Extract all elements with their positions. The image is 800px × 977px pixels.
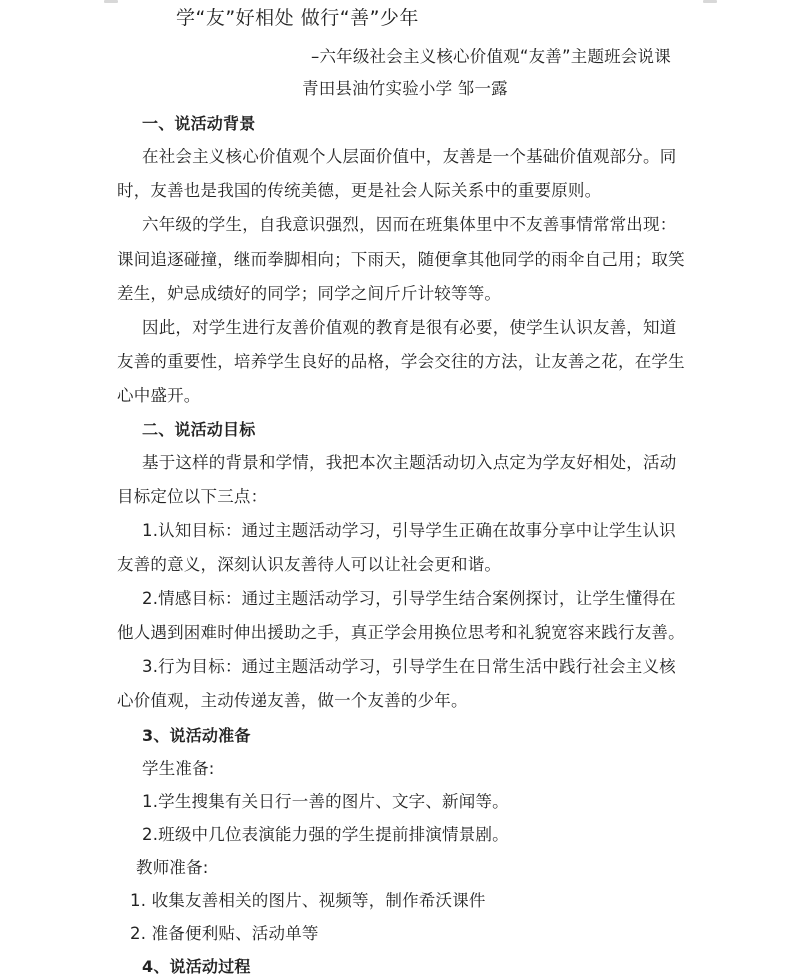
prep-line: 1. 收集友善相关的图片、视频等，制作希沃课件 bbox=[130, 891, 486, 910]
prep-line: 1.学生搜集有关日行一善的图片、文字、新闻等。 bbox=[142, 792, 509, 811]
page-top-mark-right bbox=[703, 0, 717, 3]
paragraph-line: 在社会主义核心价值观个人层面价值中，友善是一个基础价值观部分。同 bbox=[142, 147, 677, 166]
goal-line: 友善的意义，深刻认识友善待人可以让社会更和谐。 bbox=[117, 555, 502, 574]
paragraph-line: 六年级的学生，自我意识强烈，因而在班集体里中不友善事情常常出现： bbox=[142, 215, 677, 234]
goal-line: 心价值观，主动传递友善，做一个友善的少年。 bbox=[117, 691, 468, 710]
section-heading-preparation: 3、说活动准备 bbox=[142, 726, 251, 745]
page-top-mark-left bbox=[104, 0, 118, 3]
author-line: 青田县油竹实验小学 邹一露 bbox=[302, 79, 508, 98]
section-heading-process: 4、说活动过程 bbox=[142, 957, 251, 976]
goal-line: 3.行为目标：通过主题活动学习，引导学生在日常生活中践行社会主义核 bbox=[142, 657, 676, 676]
paragraph-line: 差生，妒忌成绩好的同学；同学之间斤斤计较等等。 bbox=[117, 284, 502, 303]
goal-line: 1.认知目标：通过主题活动学习，引导学生正确在故事分享中让学生认识 bbox=[142, 521, 676, 540]
document-subtitle: –六年级社会主义核心价值观“友善”主题班会说课 bbox=[311, 47, 671, 66]
paragraph-line: 时，友善也是我国的传统美德，更是社会人际关系中的重要原则。 bbox=[117, 181, 602, 200]
prep-line: 2.班级中几位表演能力强的学生提前排演情景剧。 bbox=[142, 825, 509, 844]
prep-subheading-students: 学生准备: bbox=[142, 759, 215, 778]
section-heading-background: 一、说活动背景 bbox=[142, 114, 256, 133]
prep-subheading-teacher: 教师准备: bbox=[136, 858, 209, 877]
paragraph-line: 目标定位以下三点： bbox=[117, 487, 268, 506]
paragraph-line: 因此，对学生进行友善价值观的教育是很有必要，使学生认识友善，知道 bbox=[142, 318, 677, 337]
section-heading-goals: 二、说活动目标 bbox=[142, 420, 256, 439]
paragraph-line: 课间追逐碰撞，继而拳脚相向；下雨天，随便拿其他同学的雨伞自己用；取笑 bbox=[117, 250, 685, 269]
goal-line: 2.情感目标：通过主题活动学习，引导学生结合案例探讨，让学生懂得在 bbox=[142, 589, 676, 608]
paragraph-line: 基于这样的背景和学情，我把本次主题活动切入点定为学友好相处，活动 bbox=[142, 453, 677, 472]
document-title: 学“友”好相处 做行“善”少年 bbox=[176, 7, 419, 29]
paragraph-line: 心中盛开。 bbox=[117, 386, 201, 405]
goal-line: 他人遇到困难时伸出援助之手，真正学会用换位思考和礼貌宽容来践行友善。 bbox=[117, 623, 685, 642]
prep-line: 2. 准备便利贴、活动单等 bbox=[130, 924, 319, 943]
paragraph-line: 友善的重要性，培养学生良好的品格，学会交往的方法，让友善之花，在学生 bbox=[117, 352, 685, 371]
